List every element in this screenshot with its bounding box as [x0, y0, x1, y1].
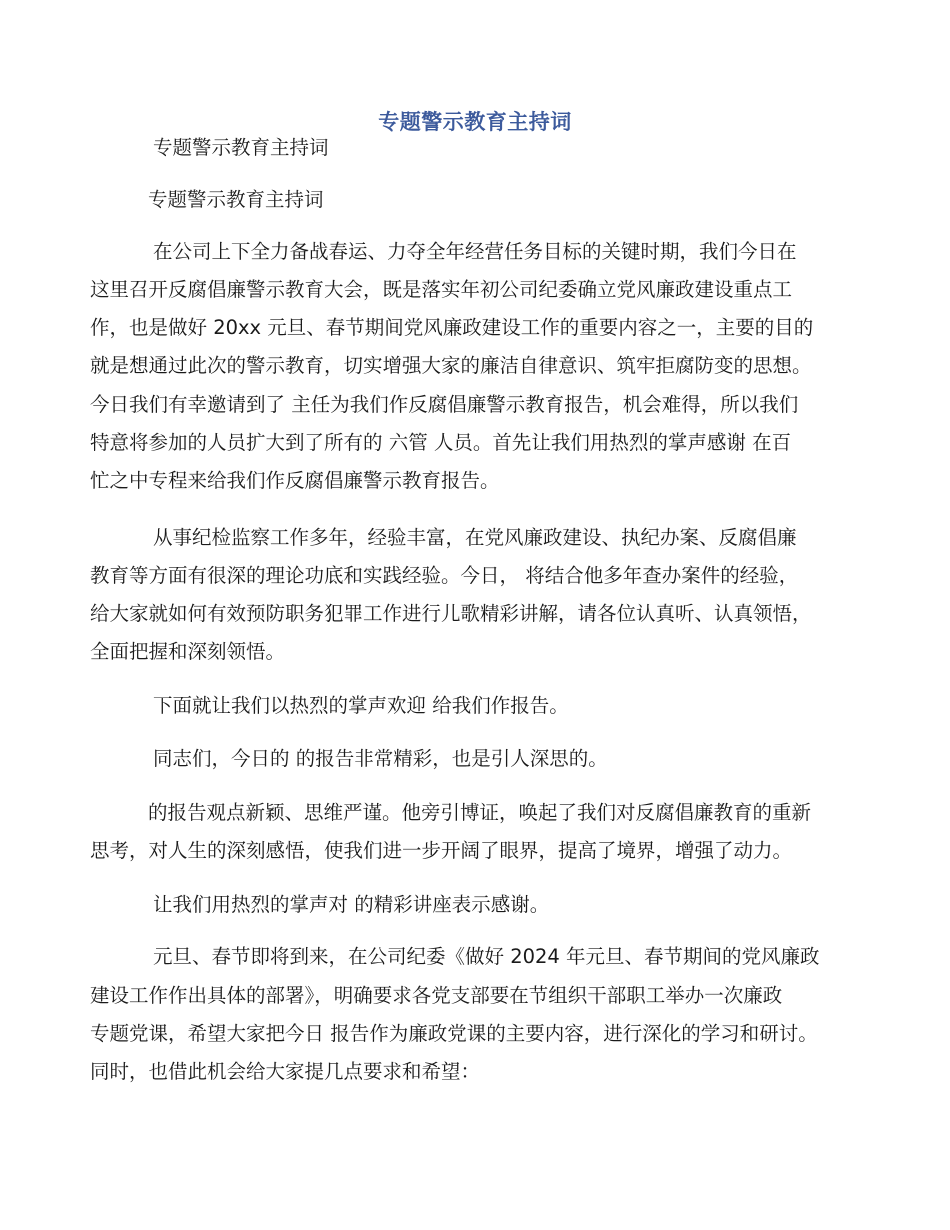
paragraph-line: 建设工作作出具体的部署》，明确要求各党支部要在节组织干部职工举办一次廉政 [90, 984, 783, 1007]
subtitle-line: 专题警示教育主持词 [153, 136, 329, 159]
paragraph-line: 元旦、春节即将到来，在公司纪委《做好 2024 年元旦、春节期间的党风廉政 [153, 945, 820, 968]
paragraph-line: 专题党课，希望大家把今日 报告作为廉政党课的主要内容，进行深化的学习和研讨。 [90, 1022, 818, 1045]
paragraph-line: 同志们，今日的 的报告非常精彩，也是引人深思的。 [153, 747, 608, 770]
paragraph-line: 同时，也借此机会给大家提几点要求和希望： [90, 1060, 481, 1083]
paragraph-line: 今日我们有幸邀请到了 主任为我们作反腐倡廉警示教育报告，机会难得，所以我们 [90, 393, 799, 416]
paragraph-line: 全面把握和深刻领悟。 [90, 640, 286, 663]
paragraph-line: 的报告观点新颖、思维严谨。他旁引博证，唤起了我们对反腐倡廉教育的重新 [148, 801, 812, 824]
paragraph-line: 这里召开反腐倡廉警示教育大会，既是落实年初公司纪委确立党风廉政建设重点工 [90, 278, 793, 301]
paragraph-line: 让我们用热烈的掌声对 的精彩讲座表示感谢。 [153, 893, 550, 916]
paragraph-line: 就是想通过此次的警示教育，切实增强大家的廉洁自律意识、筑牢拒腐防变的思想。 [90, 354, 812, 377]
document-title: 专题警示教育主持词 [378, 110, 572, 134]
paragraph-line: 给大家就如何有效预防职务犯罪工作进行儿歌精彩讲解，请各位认真听、认真领悟， [90, 602, 812, 625]
paragraph-line: 下面就让我们以热烈的掌声欢迎 给我们作报告。 [153, 694, 569, 717]
subtitle-line: 专题警示教育主持词 [148, 188, 324, 211]
paragraph-line: 从事纪检监察工作多年，经验丰富，在党风廉政建设、执纪办案、反腐倡廉 [153, 526, 797, 549]
paragraph-line: 在公司上下全力备战春运、力夺全年经营任务目标的关键时期，我们今日在 [153, 240, 797, 263]
paragraph-line: 思考，对人生的深刻感悟，使我们进一步开阔了眼界，提高了境界，增强了动力。 [90, 839, 793, 862]
paragraph-line: 教育等方面有很深的理论功底和实践经验。今日， 将结合他多年查办案件的经验， [90, 564, 799, 587]
paragraph-line: 特意将参加的人员扩大到了所有的 六管 人员。首先让我们用热烈的掌声感谢 在百 [90, 431, 792, 454]
paragraph-line: 作，也是做好 20xx 元旦、春节期间党风廉政建设工作的重要内容之一，主要的目的 [90, 316, 814, 339]
paragraph-line: 忙之中专程来给我们作反腐倡廉警示教育报告。 [90, 469, 500, 492]
